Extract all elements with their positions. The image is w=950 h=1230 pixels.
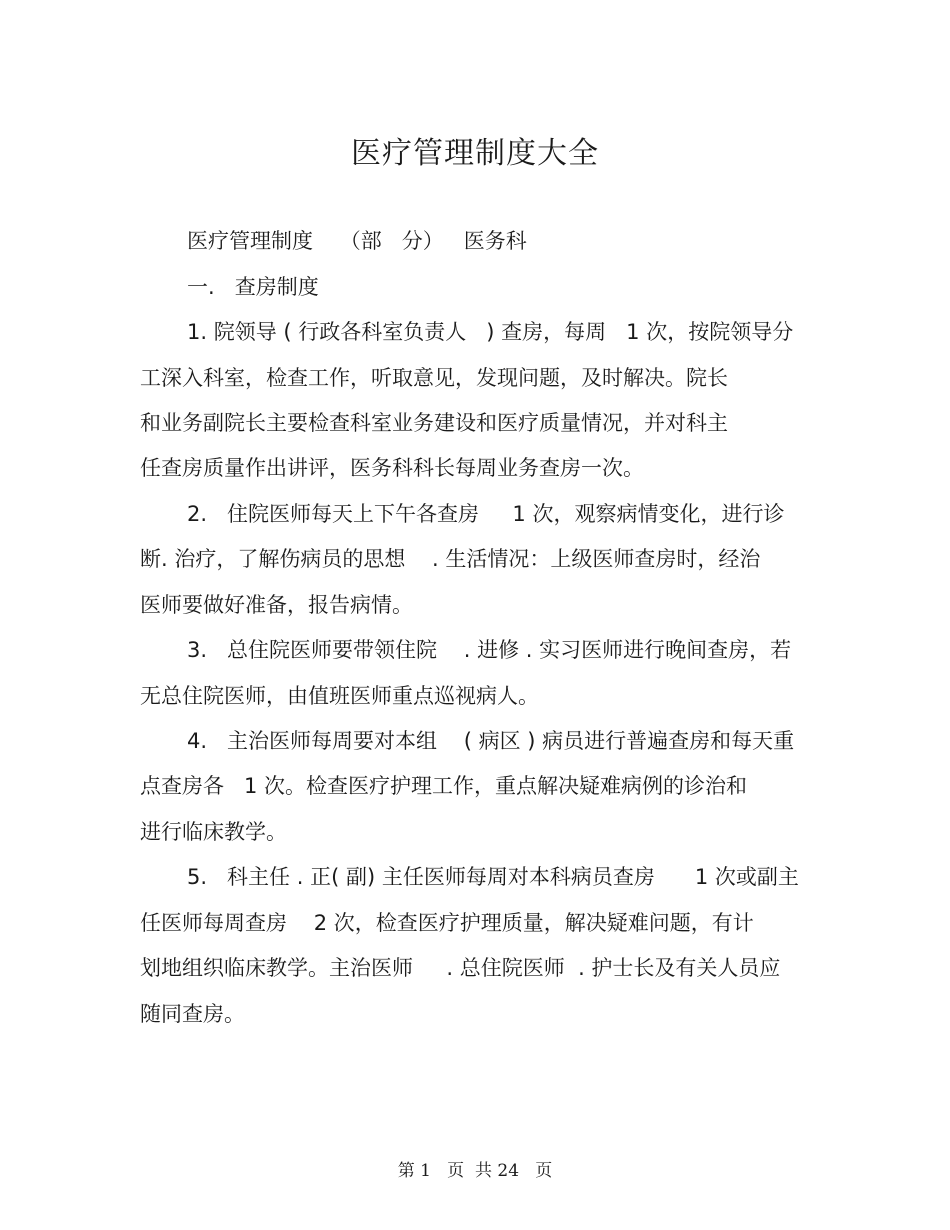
paragraph-1-line-1: 1. 院领导 ( 行政各科室负责人 ) 查房，每周 1 次，按院领导分 bbox=[187, 320, 794, 344]
paragraph-2-line-3: 医师要做好准备，报告病情。 bbox=[140, 593, 413, 617]
document-title: 医疗管理制度大全 bbox=[351, 136, 599, 171]
paragraph-1-line-3: 和业务副院长主要检查科室业务建设和医疗质量情况，并对科主 bbox=[140, 411, 728, 435]
paragraph-1-line-4: 任查房质量作出讲评，医务科科长每周业务查房一次。 bbox=[140, 456, 644, 480]
paragraph-4-line-2: 点查房各 1 次。检查医疗护理工作，重点解决疑难病例的诊治和 bbox=[140, 774, 748, 798]
page-number-footer: 第 1 页 共 24 页 bbox=[397, 1161, 553, 1181]
paragraph-2-line-1: 2. 住院医师每天上下午各查房 1 次，观察病情变化，进行诊 bbox=[187, 502, 785, 526]
paragraph-2-line-2: 断. 治疗，了解伤病员的思想 . 生活情况：上级医师查房时，经治 bbox=[140, 547, 761, 571]
paragraph-1-line-2: 工深入科室，检查工作，听取意见，发现问题，及时解决。院长 bbox=[140, 366, 728, 390]
paragraph-5-line-1: 5. 科主任 . 正( 副) 主任医师每周对本科病员查房 1 次或副主 bbox=[187, 865, 799, 889]
paragraph-4-line-3: 进行临床教学。 bbox=[140, 820, 287, 844]
section-header: 医疗管理制度 （部 分） 医务科 bbox=[187, 229, 527, 253]
paragraph-5-line-2: 任医师每周查房 2 次，检查医疗护理质量，解决疑难问题，有计 bbox=[140, 911, 754, 935]
paragraph-5-line-4: 随同查房。 bbox=[140, 1002, 245, 1026]
chapter-heading: 一. 查房制度 bbox=[187, 275, 319, 299]
paragraph-3-line-2: 无总住院医师，由值班医师重点巡视病人。 bbox=[140, 684, 539, 708]
paragraph-5-line-3: 划地组织临床教学。主治医师 . 总住院医师 . 护士长及有关人员应 bbox=[140, 956, 781, 980]
paragraph-4-line-1: 4. 主治医师每周要对本组 ( 病区 ) 病员进行普遍查房和每天重 bbox=[187, 729, 795, 753]
paragraph-3-line-1: 3. 总住院医师要带领住院 . 进修 . 实习医师进行晚间查房，若 bbox=[187, 638, 792, 662]
